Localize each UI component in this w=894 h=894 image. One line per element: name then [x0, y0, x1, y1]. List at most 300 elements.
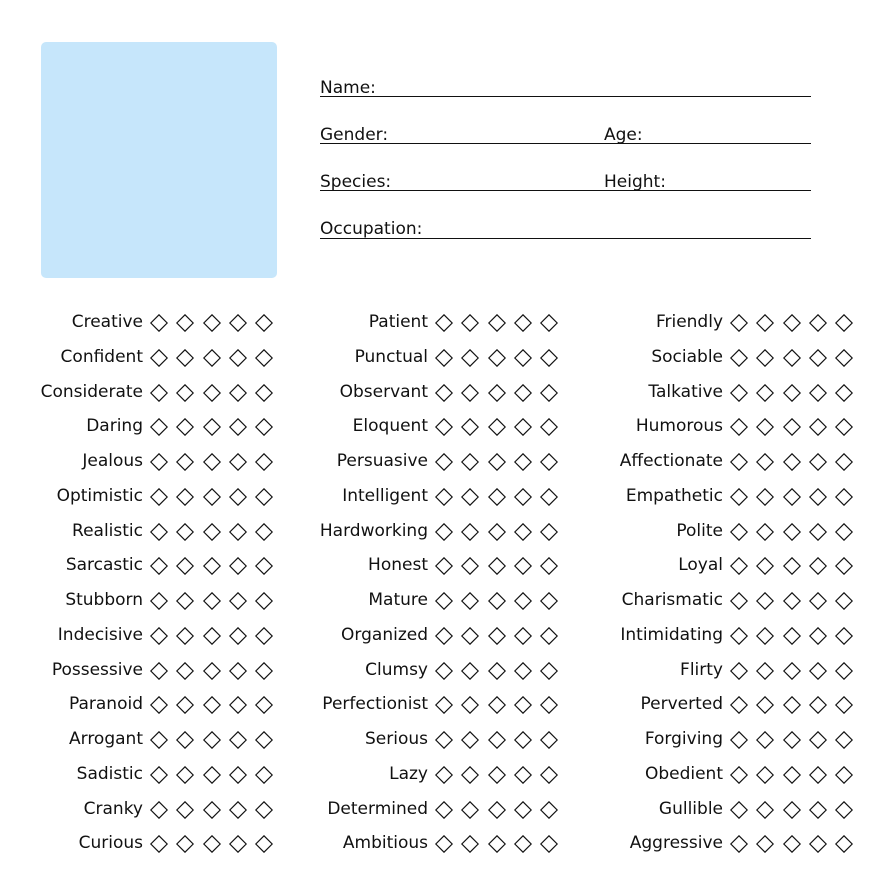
rating-diamond-icon[interactable] [514, 662, 532, 680]
rating-diamond-icon[interactable] [203, 696, 221, 714]
rating-diamond-icon[interactable] [783, 314, 801, 332]
trait-label: Patient [368, 312, 428, 332]
trait-label: Daring [86, 416, 143, 437]
rating-diamond-icon[interactable] [229, 523, 247, 541]
rating-diamond-icon[interactable] [540, 314, 558, 332]
rating-diamond-icon[interactable] [150, 418, 168, 436]
trait-row [285, 341, 562, 375]
rating-diamond-icon[interactable] [150, 696, 168, 714]
rating-diamond-icon[interactable] [783, 384, 801, 402]
rating-diamond-icon[interactable] [809, 627, 827, 645]
rating-diamond-icon[interactable] [809, 696, 827, 714]
rating-diamond-icon[interactable] [809, 488, 827, 506]
rating-diamond-icon[interactable] [255, 592, 273, 610]
rating-diamond-icon[interactable] [150, 453, 168, 471]
rating-diamond-icon[interactable] [203, 731, 221, 749]
rating-diamond-icon[interactable] [488, 592, 506, 610]
trait-row [580, 793, 857, 827]
rating-diamond-icon[interactable] [730, 488, 748, 506]
trait-row [285, 549, 562, 583]
rating-diamond-icon[interactable] [229, 384, 247, 402]
rating-diamond-icon[interactable] [203, 662, 221, 680]
rating-diamond-icon[interactable] [255, 314, 273, 332]
rating-diamond-icon[interactable] [488, 523, 506, 541]
trait-row [580, 549, 857, 583]
rating-diamond-icon[interactable] [514, 314, 532, 332]
rating-diamond-icon[interactable] [809, 662, 827, 680]
rating-diamond-icon[interactable] [203, 384, 221, 402]
rating-diamond-icon[interactable] [756, 488, 774, 506]
rating-diamond-icon[interactable] [835, 314, 853, 332]
rating-diamond-icon[interactable] [730, 801, 748, 819]
rating-diamond-icon[interactable] [783, 349, 801, 367]
rating-diamond-icon[interactable] [730, 696, 748, 714]
trait-label: Friendly [655, 312, 723, 332]
rating-diamond-icon[interactable] [255, 523, 273, 541]
rating-diamond-icon[interactable] [150, 384, 168, 402]
trait-label: Sarcastic [65, 555, 143, 576]
rating-diamond-icon[interactable] [783, 801, 801, 819]
rating-diamond-icon[interactable] [176, 731, 194, 749]
rating-diamond-icon[interactable] [229, 801, 247, 819]
rating-diamond-icon[interactable] [540, 453, 558, 471]
trait-row [0, 654, 277, 688]
rating-diamond-icon[interactable] [461, 384, 479, 402]
trait-row [0, 549, 277, 583]
rating-diamond-icon[interactable] [488, 696, 506, 714]
trait-label: Mature [368, 590, 428, 610]
rating-diamond-icon[interactable] [756, 523, 774, 541]
trait-row [0, 410, 277, 444]
rating-diamond-icon[interactable] [783, 418, 801, 436]
trait-row [285, 306, 562, 340]
rating-diamond-icon[interactable] [435, 696, 453, 714]
rating-diamond-icon[interactable] [435, 801, 453, 819]
trait-row [285, 827, 562, 861]
rating-diamond-icon[interactable] [488, 731, 506, 749]
rating-diamond-icon[interactable] [461, 488, 479, 506]
rating-diamond-icon[interactable] [461, 418, 479, 436]
rating-diamond-icon[interactable] [435, 418, 453, 436]
rating-diamond-icon[interactable] [229, 418, 247, 436]
rating-diamond-icon[interactable] [488, 384, 506, 402]
rating-diamond-icon[interactable] [150, 766, 168, 784]
rating-diamond-icon[interactable] [540, 801, 558, 819]
rating-diamond-icon[interactable] [514, 349, 532, 367]
rating-diamond-icon[interactable] [730, 523, 748, 541]
rating-diamond-icon[interactable] [783, 523, 801, 541]
rating-diamond-icon[interactable] [809, 766, 827, 784]
rating-diamond-icon[interactable] [514, 801, 532, 819]
trait-row [285, 515, 562, 549]
rating-diamond-icon[interactable] [435, 349, 453, 367]
trait-label: Polite [676, 520, 723, 541]
rating-diamond-icon[interactable] [756, 627, 774, 645]
rating-diamond-icon[interactable] [540, 696, 558, 714]
rating-diamond-icon[interactable] [203, 627, 221, 645]
trait-label: Confident [60, 346, 143, 367]
rating-diamond-icon[interactable] [461, 696, 479, 714]
rating-diamond-icon[interactable] [540, 627, 558, 645]
rating-diamond-icon[interactable] [255, 696, 273, 714]
rating-diamond-icon[interactable] [229, 835, 247, 853]
rating-diamond-icon[interactable] [756, 662, 774, 680]
rating-diamond-icon[interactable] [514, 418, 532, 436]
character-photo-placeholder[interactable] [41, 42, 277, 278]
rating-diamond-icon[interactable] [514, 453, 532, 471]
rating-diamond-icon[interactable] [203, 592, 221, 610]
trait-label: Clumsy [365, 659, 428, 680]
rating-diamond-icon[interactable] [203, 557, 221, 575]
rating-diamond-icon[interactable] [835, 523, 853, 541]
rating-diamond-icon[interactable] [540, 418, 558, 436]
rating-diamond-icon[interactable] [730, 418, 748, 436]
trait-label: Serious [365, 729, 428, 749]
rating-diamond-icon[interactable] [150, 662, 168, 680]
rating-diamond-icon[interactable] [756, 314, 774, 332]
rating-diamond-icon[interactable] [514, 488, 532, 506]
trait-row [285, 480, 562, 514]
rating-diamond-icon[interactable] [730, 557, 748, 575]
age-label: Age: [604, 125, 643, 145]
trait-label: Talkative [648, 381, 723, 402]
rating-diamond-icon[interactable] [756, 801, 774, 819]
rating-diamond-icon[interactable] [435, 557, 453, 575]
rating-diamond-icon[interactable] [150, 627, 168, 645]
rating-diamond-icon[interactable] [809, 349, 827, 367]
rating-diamond-icon[interactable] [203, 488, 221, 506]
rating-diamond-icon[interactable] [488, 418, 506, 436]
rating-diamond-icon[interactable] [809, 314, 827, 332]
rating-diamond-icon[interactable] [730, 592, 748, 610]
rating-diamond-icon[interactable] [730, 384, 748, 402]
rating-diamond-icon[interactable] [730, 627, 748, 645]
rating-diamond-icon[interactable] [435, 766, 453, 784]
rating-diamond-icon[interactable] [229, 592, 247, 610]
rating-diamond-icon[interactable] [229, 488, 247, 506]
rating-diamond-icon[interactable] [435, 488, 453, 506]
rating-diamond-icon[interactable] [783, 627, 801, 645]
rating-diamond-icon[interactable] [150, 835, 168, 853]
trait-label: Intelligent [342, 485, 428, 506]
trait-row [580, 410, 857, 444]
rating-diamond-icon[interactable] [488, 349, 506, 367]
rating-diamond-icon[interactable] [229, 627, 247, 645]
rating-diamond-icon[interactable] [756, 835, 774, 853]
rating-diamond-icon[interactable] [176, 696, 194, 714]
rating-diamond-icon[interactable] [514, 384, 532, 402]
rating-diamond-icon[interactable] [783, 731, 801, 749]
rating-diamond-icon[interactable] [461, 592, 479, 610]
rating-diamond-icon[interactable] [255, 627, 273, 645]
rating-diamond-icon[interactable] [229, 557, 247, 575]
rating-diamond-icon[interactable] [783, 835, 801, 853]
rating-diamond-icon[interactable] [835, 835, 853, 853]
rating-diamond-icon[interactable] [150, 801, 168, 819]
rating-diamond-icon[interactable] [835, 731, 853, 749]
rating-diamond-icon[interactable] [540, 384, 558, 402]
rating-diamond-icon[interactable] [176, 349, 194, 367]
trait-label: Flirty [680, 659, 723, 680]
rating-diamond-icon[interactable] [435, 453, 453, 471]
rating-diamond-icon[interactable] [835, 627, 853, 645]
rating-diamond-icon[interactable] [255, 453, 273, 471]
rating-diamond-icon[interactable] [203, 349, 221, 367]
rating-diamond-icon[interactable] [255, 349, 273, 367]
rating-diamond-icon[interactable] [255, 662, 273, 680]
rating-diamond-icon[interactable] [730, 662, 748, 680]
rating-diamond-icon[interactable] [514, 835, 532, 853]
rating-diamond-icon[interactable] [461, 662, 479, 680]
rating-diamond-icon[interactable] [229, 766, 247, 784]
gender-label: Gender: [320, 125, 389, 145]
rating-diamond-icon[interactable] [435, 731, 453, 749]
rating-diamond-icon[interactable] [783, 662, 801, 680]
rating-diamond-icon[interactable] [488, 801, 506, 819]
rating-diamond-icon[interactable] [783, 592, 801, 610]
rating-diamond-icon[interactable] [150, 592, 168, 610]
rating-diamond-icon[interactable] [176, 835, 194, 853]
rating-diamond-icon[interactable] [514, 627, 532, 645]
rating-diamond-icon[interactable] [809, 731, 827, 749]
rating-diamond-icon[interactable] [835, 488, 853, 506]
rating-diamond-icon[interactable] [514, 592, 532, 610]
rating-diamond-icon[interactable] [229, 662, 247, 680]
rating-diamond-icon[interactable] [835, 662, 853, 680]
rating-diamond-icon[interactable] [435, 592, 453, 610]
rating-diamond-icon[interactable] [540, 349, 558, 367]
rating-diamond-icon[interactable] [809, 418, 827, 436]
rating-diamond-icon[interactable] [176, 801, 194, 819]
rating-diamond-icon[interactable] [203, 418, 221, 436]
rating-diamond-icon[interactable] [229, 696, 247, 714]
rating-diamond-icon[interactable] [229, 731, 247, 749]
rating-diamond-icon[interactable] [756, 731, 774, 749]
rating-diamond-icon[interactable] [203, 314, 221, 332]
rating-diamond-icon[interactable] [176, 418, 194, 436]
rating-diamond-icon[interactable] [756, 592, 774, 610]
rating-diamond-icon[interactable] [809, 384, 827, 402]
rating-diamond-icon[interactable] [150, 557, 168, 575]
rating-diamond-icon[interactable] [835, 349, 853, 367]
trait-label: Loyal [678, 555, 723, 576]
rating-diamond-icon[interactable] [203, 766, 221, 784]
rating-diamond-icon[interactable] [176, 523, 194, 541]
rating-diamond-icon[interactable] [488, 488, 506, 506]
rating-diamond-icon[interactable] [756, 557, 774, 575]
rating-diamond-icon[interactable] [540, 662, 558, 680]
species-height-field[interactable] [320, 190, 811, 191]
rating-diamond-icon[interactable] [176, 766, 194, 784]
rating-diamond-icon[interactable] [835, 557, 853, 575]
rating-diamond-icon[interactable] [488, 314, 506, 332]
rating-diamond-icon[interactable] [730, 349, 748, 367]
trait-label: Perverted [640, 694, 723, 715]
rating-diamond-icon[interactable] [540, 592, 558, 610]
trait-row [0, 445, 277, 479]
rating-diamond-icon[interactable] [435, 662, 453, 680]
rating-diamond-icon[interactable] [783, 557, 801, 575]
rating-diamond-icon[interactable] [203, 523, 221, 541]
trait-label: Cranky [83, 798, 143, 819]
rating-diamond-icon[interactable] [783, 766, 801, 784]
trait-row [580, 654, 857, 688]
rating-diamond-icon[interactable] [435, 627, 453, 645]
rating-diamond-icon[interactable] [488, 766, 506, 784]
rating-diamond-icon[interactable] [756, 418, 774, 436]
trait-row [0, 306, 277, 340]
rating-diamond-icon[interactable] [783, 488, 801, 506]
rating-diamond-icon[interactable] [255, 731, 273, 749]
rating-diamond-icon[interactable] [756, 453, 774, 471]
rating-diamond-icon[interactable] [176, 662, 194, 680]
rating-diamond-icon[interactable] [756, 766, 774, 784]
rating-diamond-icon[interactable] [540, 557, 558, 575]
rating-diamond-icon[interactable] [255, 835, 273, 853]
rating-diamond-icon[interactable] [150, 314, 168, 332]
rating-diamond-icon[interactable] [150, 523, 168, 541]
rating-diamond-icon[interactable] [514, 523, 532, 541]
rating-diamond-icon[interactable] [150, 349, 168, 367]
trait-label: Sadistic [76, 763, 143, 784]
trait-label: Ambitious [342, 833, 428, 854]
rating-diamond-icon[interactable] [835, 453, 853, 471]
rating-diamond-icon[interactable] [540, 766, 558, 784]
rating-diamond-icon[interactable] [203, 801, 221, 819]
trait-row [0, 688, 277, 722]
rating-diamond-icon[interactable] [461, 731, 479, 749]
rating-diamond-icon[interactable] [255, 384, 273, 402]
trait-row [0, 341, 277, 375]
rating-diamond-icon[interactable] [730, 766, 748, 784]
trait-label: Indecisive [57, 624, 143, 645]
rating-diamond-icon[interactable] [488, 557, 506, 575]
rating-diamond-icon[interactable] [435, 384, 453, 402]
rating-diamond-icon[interactable] [514, 731, 532, 749]
trait-label: Perfectionist [322, 694, 428, 715]
rating-diamond-icon[interactable] [229, 453, 247, 471]
rating-diamond-icon[interactable] [514, 696, 532, 714]
rating-diamond-icon[interactable] [835, 801, 853, 819]
rating-diamond-icon[interactable] [488, 835, 506, 853]
trait-label: Empathetic [625, 485, 723, 506]
rating-diamond-icon[interactable] [730, 314, 748, 332]
rating-diamond-icon[interactable] [461, 835, 479, 853]
rating-diamond-icon[interactable] [203, 835, 221, 853]
rating-diamond-icon[interactable] [461, 557, 479, 575]
rating-diamond-icon[interactable] [809, 835, 827, 853]
trait-label: Lazy [389, 763, 428, 784]
rating-diamond-icon[interactable] [176, 314, 194, 332]
rating-diamond-icon[interactable] [783, 696, 801, 714]
rating-diamond-icon[interactable] [435, 523, 453, 541]
rating-diamond-icon[interactable] [435, 314, 453, 332]
rating-diamond-icon[interactable] [540, 523, 558, 541]
rating-diamond-icon[interactable] [229, 349, 247, 367]
rating-diamond-icon[interactable] [461, 453, 479, 471]
rating-diamond-icon[interactable] [176, 557, 194, 575]
rating-diamond-icon[interactable] [488, 662, 506, 680]
rating-diamond-icon[interactable] [176, 488, 194, 506]
rating-diamond-icon[interactable] [176, 592, 194, 610]
trait-label: Jealous [82, 451, 143, 471]
gender-age-field[interactable] [320, 143, 811, 144]
trait-row [0, 827, 277, 861]
rating-diamond-icon[interactable] [809, 592, 827, 610]
rating-diamond-icon[interactable] [461, 523, 479, 541]
name-field[interactable] [320, 96, 811, 97]
rating-diamond-icon[interactable] [255, 557, 273, 575]
rating-diamond-icon[interactable] [835, 418, 853, 436]
trait-label: Creative [71, 312, 143, 332]
rating-diamond-icon[interactable] [835, 592, 853, 610]
rating-diamond-icon[interactable] [150, 731, 168, 749]
rating-diamond-icon[interactable] [488, 627, 506, 645]
rating-diamond-icon[interactable] [176, 627, 194, 645]
rating-diamond-icon[interactable] [255, 488, 273, 506]
rating-diamond-icon[interactable] [540, 731, 558, 749]
rating-diamond-icon[interactable] [461, 766, 479, 784]
trait-label: Gullible [658, 798, 723, 819]
rating-diamond-icon[interactable] [756, 349, 774, 367]
rating-diamond-icon[interactable] [730, 835, 748, 853]
rating-diamond-icon[interactable] [461, 349, 479, 367]
rating-diamond-icon[interactable] [176, 384, 194, 402]
rating-diamond-icon[interactable] [176, 453, 194, 471]
rating-diamond-icon[interactable] [435, 835, 453, 853]
trait-label: Punctual [354, 346, 428, 367]
trait-label: Persuasive [336, 451, 428, 471]
rating-diamond-icon[interactable] [540, 488, 558, 506]
rating-diamond-icon[interactable] [150, 488, 168, 506]
trait-row [285, 654, 562, 688]
rating-diamond-icon[interactable] [203, 453, 221, 471]
rating-diamond-icon[interactable] [255, 766, 273, 784]
rating-diamond-icon[interactable] [461, 314, 479, 332]
rating-diamond-icon[interactable] [835, 384, 853, 402]
rating-diamond-icon[interactable] [756, 384, 774, 402]
rating-diamond-icon[interactable] [488, 453, 506, 471]
rating-diamond-icon[interactable] [461, 627, 479, 645]
rating-diamond-icon[interactable] [730, 731, 748, 749]
rating-diamond-icon[interactable] [783, 453, 801, 471]
rating-diamond-icon[interactable] [255, 801, 273, 819]
rating-diamond-icon[interactable] [835, 766, 853, 784]
trait-label: Arrogant [69, 729, 143, 749]
trait-row [285, 758, 562, 792]
rating-diamond-icon[interactable] [540, 835, 558, 853]
rating-diamond-icon[interactable] [461, 801, 479, 819]
occupation-field[interactable] [320, 238, 811, 239]
rating-diamond-icon[interactable] [730, 453, 748, 471]
rating-diamond-icon[interactable] [809, 557, 827, 575]
rating-diamond-icon[interactable] [255, 418, 273, 436]
trait-label: Observant [339, 381, 428, 402]
rating-diamond-icon[interactable] [809, 523, 827, 541]
trait-row [285, 410, 562, 444]
rating-diamond-icon[interactable] [514, 766, 532, 784]
rating-diamond-icon[interactable] [514, 557, 532, 575]
trait-label: Eloquent [352, 416, 428, 437]
rating-diamond-icon[interactable] [229, 314, 247, 332]
rating-diamond-icon[interactable] [835, 696, 853, 714]
rating-diamond-icon[interactable] [809, 801, 827, 819]
trait-label: Forgiving [644, 729, 723, 749]
rating-diamond-icon[interactable] [809, 453, 827, 471]
rating-diamond-icon[interactable] [756, 696, 774, 714]
trait-row [580, 445, 857, 479]
trait-row [285, 376, 562, 410]
